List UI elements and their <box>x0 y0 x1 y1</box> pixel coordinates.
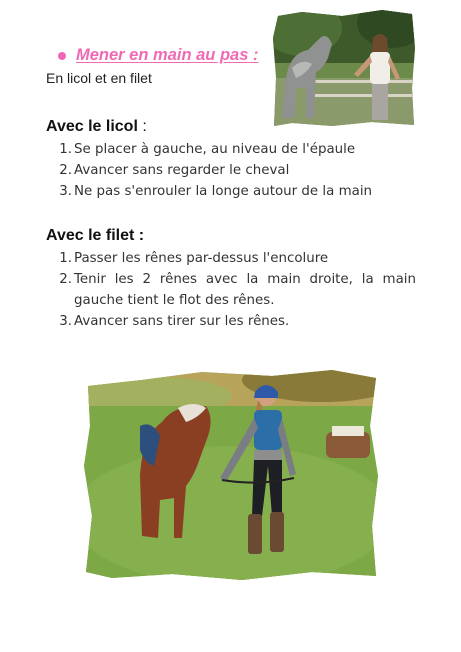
section-subtitle: En licol et en filet <box>46 70 152 86</box>
list-text: Avancer sans regarder le cheval <box>74 163 290 178</box>
list-number: 2. <box>59 272 72 287</box>
pony-photo <box>82 366 380 584</box>
grey-horse-photo <box>272 8 416 128</box>
list-number: 1. <box>59 251 72 266</box>
list-item <box>46 139 416 160</box>
filet-heading <box>46 227 144 245</box>
licol-heading-bold: Avec le licol <box>46 118 138 135</box>
list-text: Tenir les 2 rênes avec la main droite, la main gauche tient le flot des rênes. <box>74 272 416 308</box>
licol-heading <box>46 118 147 136</box>
list-number: 2. <box>59 163 72 178</box>
list-item <box>46 311 416 332</box>
list-text: Passer les rênes par-dessus l'encolure <box>74 251 329 266</box>
list-text: Se placer à gauche, au niveau de l'épaule <box>74 142 356 157</box>
list-item <box>46 181 416 202</box>
section-heading <box>58 46 258 65</box>
filet-list <box>46 248 416 332</box>
list-item <box>46 160 416 181</box>
bullet-icon <box>58 52 66 60</box>
filet-heading-bold: Avec le filet : <box>46 227 145 244</box>
list-text: Avancer sans tirer sur les rênes. <box>74 314 290 329</box>
list-text: Ne pas s'enrouler la longe autour de la main <box>74 184 373 199</box>
list-item <box>46 248 416 269</box>
section-title: Mener en main au pas : <box>76 46 259 64</box>
licol-heading-suffix: : <box>137 118 147 135</box>
licol-list <box>46 139 416 202</box>
list-number: 3. <box>59 184 72 199</box>
list-item <box>46 269 416 311</box>
list-number: 1. <box>59 142 72 157</box>
list-number: 3. <box>59 314 72 329</box>
